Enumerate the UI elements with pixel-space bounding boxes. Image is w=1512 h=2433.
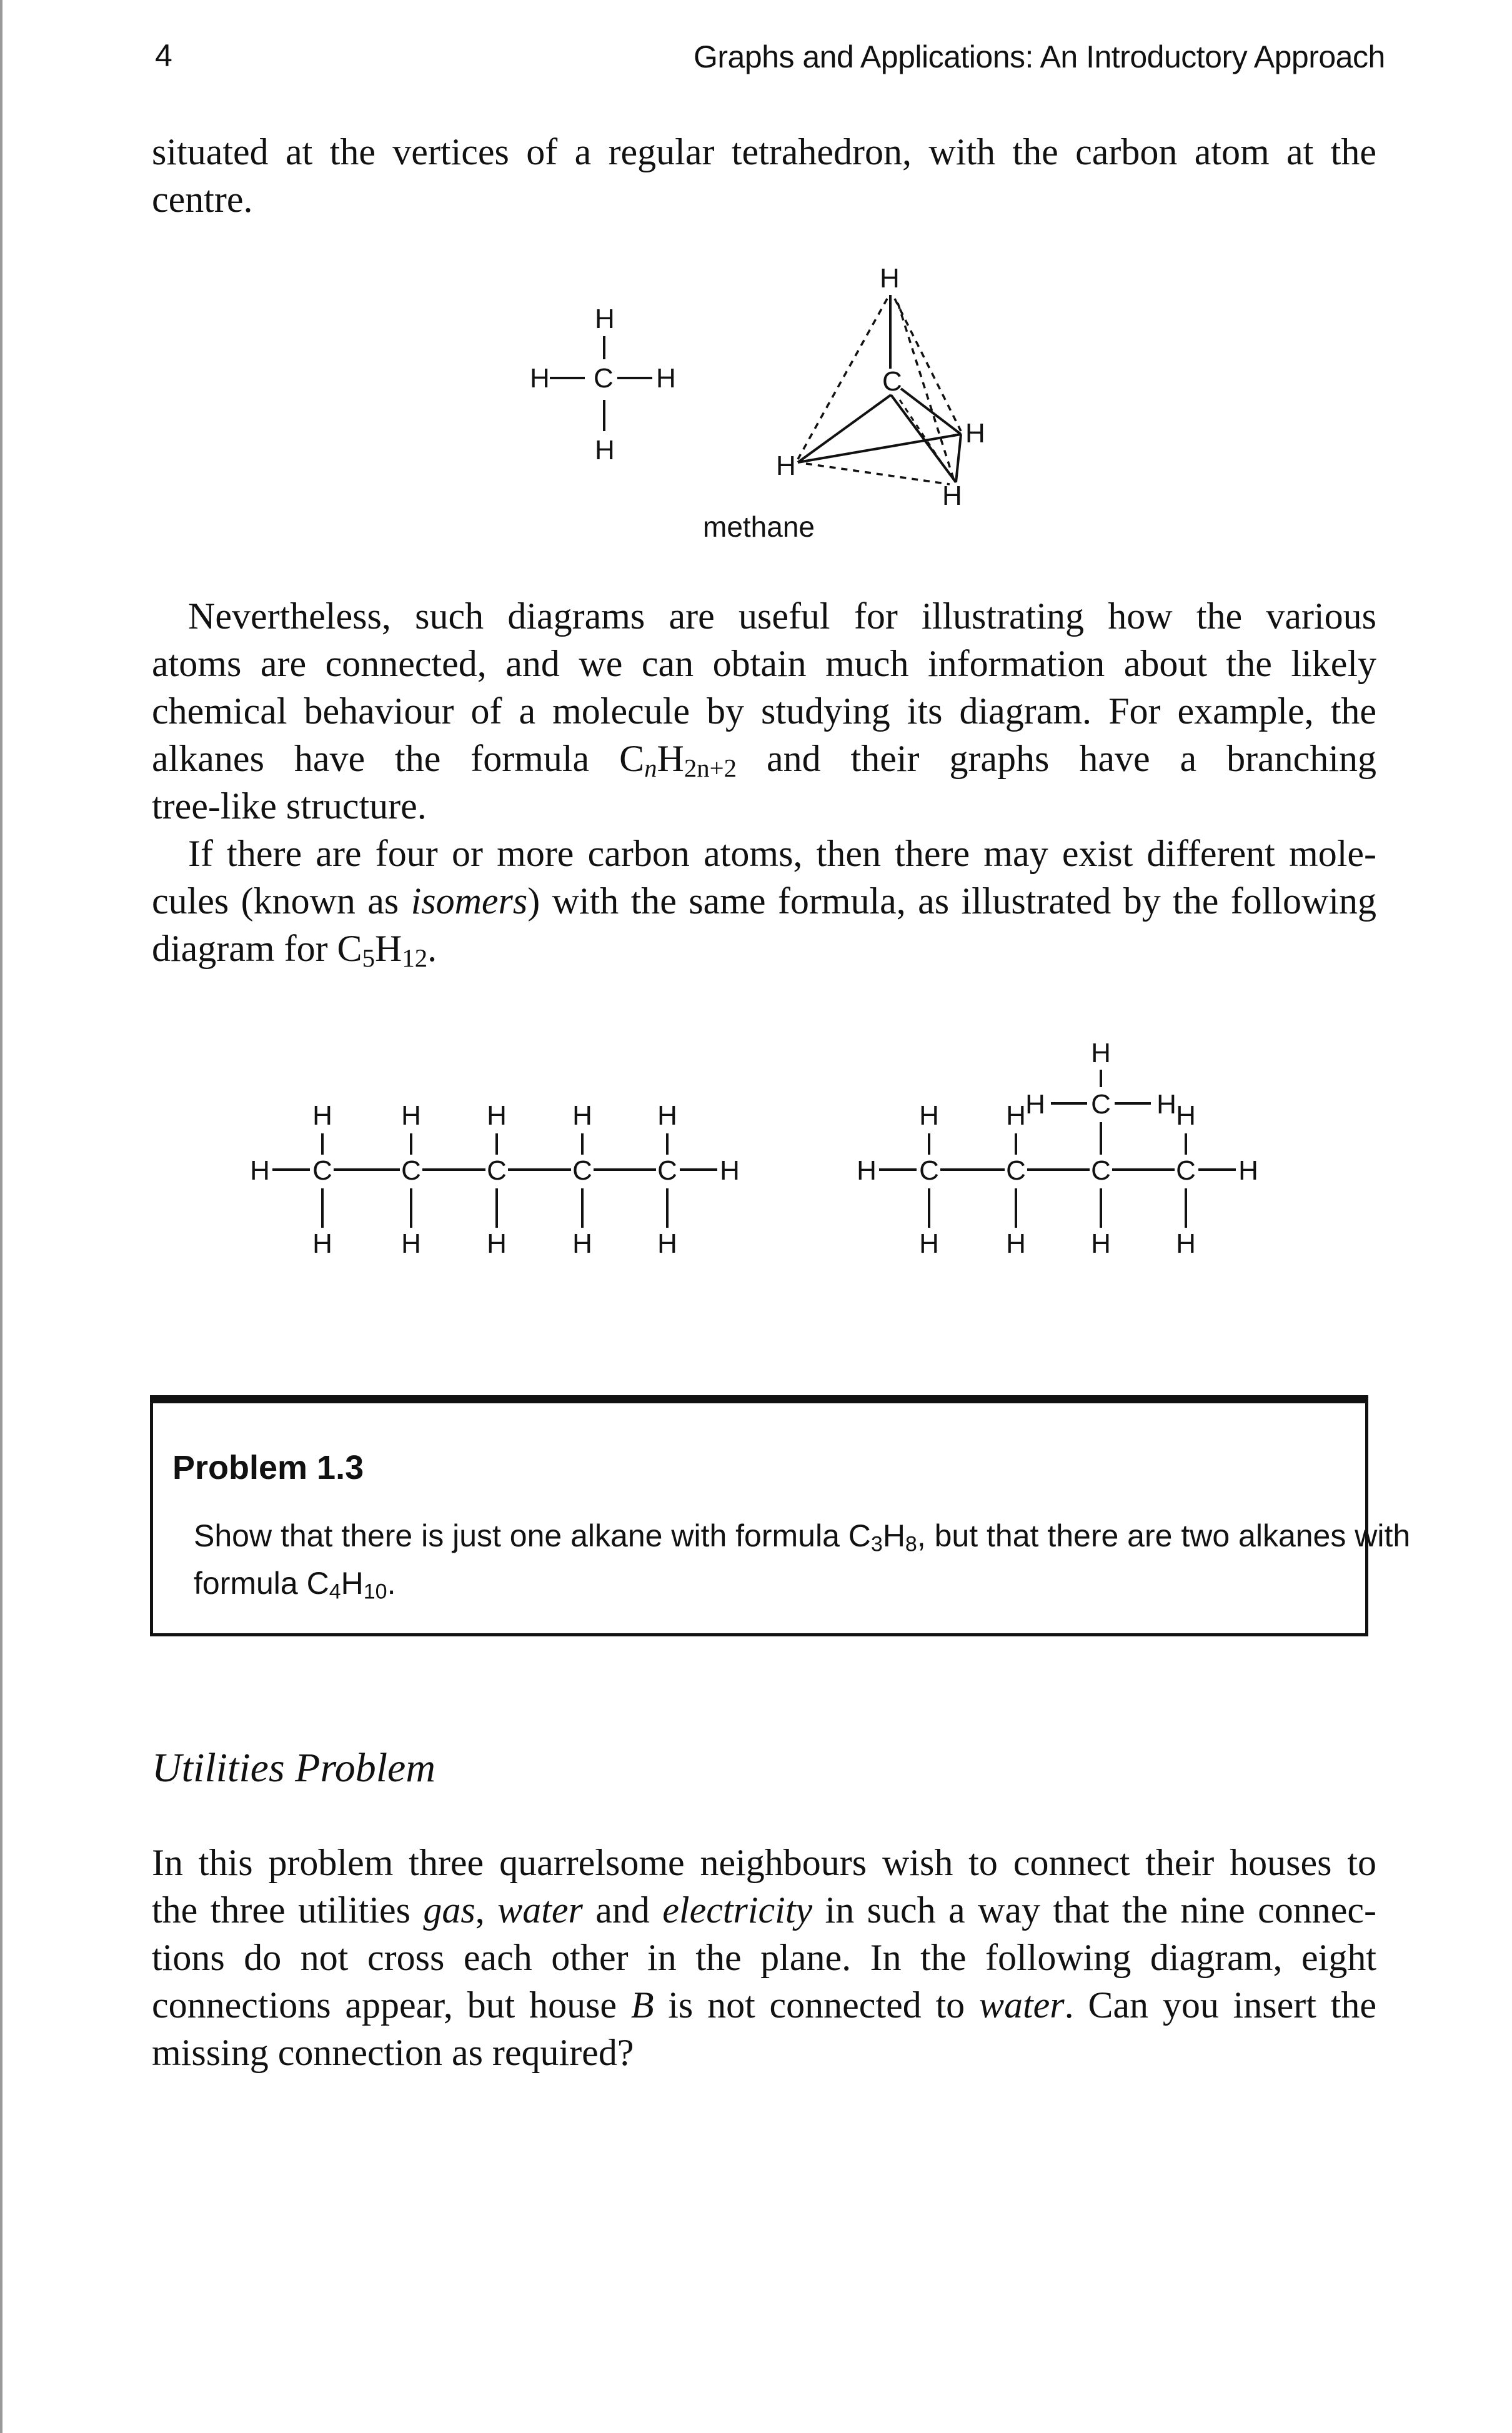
atom-h-right: H [656, 363, 676, 394]
paragraph-4-line: connections appear, but house B is not connected to water. Can you insert the [152, 1984, 1376, 2026]
carbon-atom: C [919, 1155, 939, 1186]
paragraph-2-line: atoms are connected, and we can obtain much information about the likely [152, 643, 1376, 684]
atom-c-center: C [882, 366, 902, 397]
problem-text [194, 1512, 1411, 1607]
atom-h-left: H [776, 450, 796, 481]
hydrogen-atom: H [657, 1100, 677, 1131]
atom-h-top: H [595, 304, 615, 334]
paragraph-1-line: situated at the vertices of a regular tetrahedron, with the carbon atom at the [152, 131, 1376, 172]
paragraph-3 [152, 830, 1376, 972]
hydrogen-atom: H [312, 1100, 332, 1131]
hydrogen-atom: H [1006, 1100, 1026, 1131]
paragraph-2-line: tree-like structure. [152, 785, 427, 827]
paragraph-4-line: In this problem three quarrelsome neighbours wish to connect their houses to [152, 1842, 1376, 1883]
paragraph-2-line: alkanes have the formula $C_nH_{2n+2}$ and their graphs have a branching [152, 738, 1376, 782]
paragraph-4-line: missing connection as required? [152, 2032, 634, 2073]
atom-h-bottom: H [595, 435, 615, 465]
section-title: Utilities Problem [152, 1745, 436, 1791]
paragraph-3-line: If there are four or more carbon atoms, then there may exist different mole- [188, 833, 1376, 874]
paragraph-3-line: diagram for $C_5H_{12}$. [152, 928, 437, 972]
hydrogen-atom: H [720, 1155, 740, 1186]
hydrogen-atom: H [1176, 1228, 1196, 1259]
hydrogen-atom: H [1006, 1228, 1026, 1259]
hydrogen-atom: H [487, 1228, 507, 1259]
hydrogen-atom: H [1176, 1100, 1196, 1131]
carbon-atom: C [1176, 1155, 1196, 1186]
hydrogen-atom: H [1156, 1089, 1176, 1120]
methane-figure [0, 0, 1512, 562]
carbon-atom: C [401, 1155, 421, 1186]
carbon-atom: C [1091, 1089, 1111, 1120]
problem-text-line: Show that there is just one alkane with formula $C_3H_8$, but that there are two alkanes with [194, 1518, 1411, 1556]
paragraph-2 [152, 592, 1376, 830]
problem-text-line: formula $C_4H_{10}$. [194, 1566, 396, 1604]
hydrogen-atom: H [1091, 1038, 1111, 1068]
hydrogen-atom: H [401, 1228, 421, 1259]
paragraph-4-line: tions do not cross each other in the plane. In the following diagram, eight [152, 1937, 1376, 1978]
problem-box-top-rule [153, 1398, 1365, 1403]
methane-caption: methane [703, 510, 815, 543]
methane-tetrahedron [776, 263, 985, 511]
running-title: Graphs and Applications: An Introductory Approach [694, 39, 1385, 74]
hydrogen-atom: H [657, 1228, 677, 1259]
carbon-atom: C [487, 1155, 507, 1186]
paragraph-4 [152, 1839, 1376, 2076]
atom-h-right: H [965, 418, 985, 449]
hydrogen-atom: H [857, 1155, 877, 1186]
carbon-atom: C [1006, 1155, 1026, 1186]
carbon-atom: C [312, 1155, 332, 1186]
carbon-atom: C [1091, 1155, 1111, 1186]
paragraph-2-line: chemical behaviour of a molecule by studying its diagram. For example, the [152, 690, 1376, 732]
hydrogen-atom: H [919, 1100, 939, 1131]
hydrogen-atom: H [312, 1228, 332, 1259]
hydrogen-atom: H [572, 1228, 592, 1259]
page-number: 4 [155, 38, 172, 73]
paragraph-4-line: the three utilities gas, water and electricity in such a way that the nine connec- [152, 1889, 1377, 1931]
hydrogen-atom: H [919, 1228, 939, 1259]
carbon-atom: C [657, 1155, 677, 1186]
carbon-atom: C [572, 1155, 592, 1186]
paragraph-2-line: Nevertheless, such diagrams are useful for illustrating how the various [188, 595, 1376, 637]
hydrogen-atom: H [1238, 1155, 1258, 1186]
hydrogen-atom: H [487, 1100, 507, 1131]
isomer-figure [0, 968, 1512, 1343]
problem-title: Problem 1.3 [172, 1449, 364, 1486]
paragraph-3-line: cules (known as isomers) with the same formula, as illustrated by the following [152, 880, 1376, 922]
hydrogen-atom: H [1025, 1089, 1045, 1120]
hydrogen-atom: H [250, 1155, 270, 1186]
hydrogen-atom: H [572, 1100, 592, 1131]
paragraph-1-line: centre. [152, 179, 253, 220]
hydrogen-atom: H [401, 1100, 421, 1131]
atom-h-apex: H [880, 263, 900, 294]
atom-h-front: H [942, 480, 962, 511]
atom-h-left: H [530, 363, 550, 394]
methane-planar-formula [530, 304, 676, 465]
atom-c: C [594, 363, 614, 394]
hydrogen-atom: H [1091, 1228, 1111, 1259]
